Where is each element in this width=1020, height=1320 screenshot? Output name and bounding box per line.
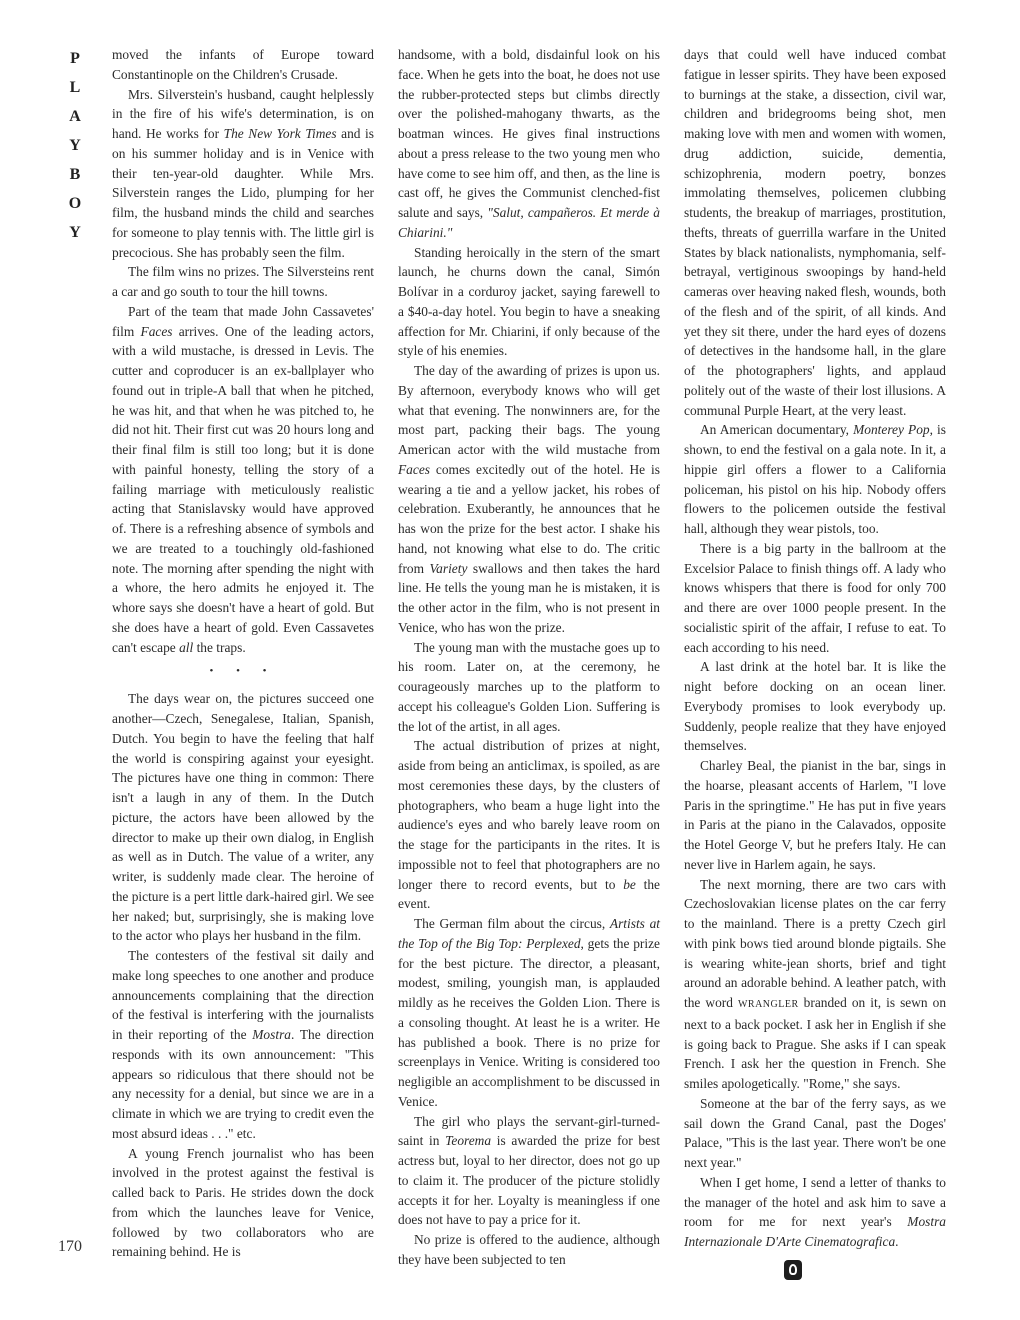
paragraph: The actual distribution of prizes at night, aside from being an anticlimax, is spoiled, as are most ceremonies these days, by the clusters of photographers, who beam a huge light into the audience's eyes and who barely leave room on the stage for the participants in the rites. It is impossible not to feel that photographers are no longer there to record events, but to be the event. <box>398 738 660 912</box>
playboy-rabbit-end-mark-icon <box>784 1260 802 1280</box>
paragraph: days that could well have induced combat fatigue in lesser spirits. They have been exposed to burnings at the stake, a dissection, civil war, children and bridegrooms being shot, men making love with men and women with women, drug addiction, suicide, dementia, schizophrenia, modern poetry, bonzes immolating themselves, policemen clubbing students, the breakup of marriages, prostitution, thefts, threats of guerrilla warfare in the United States by black nationalists, nymphomania, self-betrayal, vertiginous swoopings by hand-held cameras over heaving naked flesh, wounds, both of the flesh and of the spirit, of all kinds. And yet they sit there, under the hard eyes of dozens of detectives in the handsome hall, in the glare of the photographers' lights, and applaud politely out of the waste of their lost illusions. A communal Purple Heart, at the very least. <box>684 47 946 418</box>
paragraph: The young man with the mustache goes up to his room. Later on, at the ceremony, he courageously marches up to the platform to accept his colleague's Golden Lion. Suffering is the lot of the artist, in all ages. <box>398 639 660 734</box>
paragraph: The next morning, there are two cars with Czechoslovakian license plates on the car ferry to the mainland. There is a pretty Czech girl with pink bows tied around blonde pigtails. She is wearing white-jean shorts, brief and tight around an adorable behind. A leather patch, with the word WRANGLER branded on it, is sewn on next to a back pocket. I ask her in English if she is going back to Prague. She asks if I can speak French. I ask her the question in French. She smiles apologetically. "Rome," she says. <box>684 876 947 1091</box>
column-3 <box>684 45 946 1280</box>
running-head-letter: L <box>69 79 81 96</box>
column-1 <box>112 45 374 1262</box>
paragraph: The day of the awarding of prizes is upon us. By afternoon, everybody knows who will get what that evening. The nonwinners are, for the most part, packing their bags. The young American actor with the wild mustache from Faces comes excitedly out of the hotel. He is wearing a tie and a yellow jacket, his robes of celebration. Exuberantly, he announces that he has won the prize for the best actor. I shake his hand, not knowing what else to do. The critic from Variety swallows and then takes the hard line. He tells the young man he is mistaken, it is the other actor in the film, who is not present in Venice, who has won the prize. <box>398 363 660 635</box>
paragraph: There is a big party in the ballroom at the Excelsior Palace to finish things off. A lady who knows whispers that there is food for only 700 and there are over 1000 people present. In the socialistic spirit of the affair, I refuse to eat. To each according to his need. <box>684 540 946 655</box>
paragraph: The German film about the circus, Artists at the Top of the Big Top: Perplexed, gets the prize for the best picture. The director, a pleasant, modest, smiling, youngish man, is applauded mildly as he receives the Golden Lion. There is a consoling thought. At least he is a writer. He has published a book. There is no prize for screenplays in Venice. Writing is considered too negligible an accomplishment to be discussed in Venice. <box>398 916 660 1109</box>
running-head-letter: Y <box>69 137 81 154</box>
running-head <box>60 44 90 247</box>
paragraph: Standing heroically in the stern of the smart launch, he churns down the canal, Simón Bolívar in a corduroy jacket, saying farewell to a $40-a-day hotel. You begin to have a sneaking affection for Mr. Chiarini, if only because of the style of his enemies. <box>398 244 660 359</box>
paragraph: Someone at the bar of the ferry says, as we sail down the Grand Canal, past the Doges' Palace, "This is the last year. There won't be one next year." <box>684 1095 946 1170</box>
paragraph: The contesters of the festival sit daily and make long speeches to one another and produce announcements complaining that the direction of the festival is interfering with the journalists in their reporting of the Mostra. The direction responds with its own announcement: "This appears so ridiculous that there should not be any necessity for a denial, but since we are in a climate in which we are trying to credit even the most absurd ideas . . ." etc. <box>112 948 374 1141</box>
section-ornament: • • • <box>209 665 277 678</box>
paragraph: An American documentary, Monterey Pop, is shown, to end the festival on a gala note. In it, a hippie girl offers a flower to a California policeman, his pistol on his hip. Nobody offers flowers to the policemen outside the festival hall, although they wear pistols, too. <box>684 422 946 536</box>
paragraph: The girl who plays the servant-girl-turned-saint in Teorema is awarded the prize for best actress but, loyal to her director, does not go up to claim it. The producer of the picture stolidly accepts it for her. Loyalty is meaningless if one does not have to pay a price for it. <box>398 1113 660 1228</box>
paragraph: A last drink at the hotel bar. It is like the night before docking on an ocean liner. Everybody promises to look everybody up. Suddenly, people realize that they have enjoyed themselves. <box>684 659 946 754</box>
paragraph: Charley Beal, the pianist in the bar, sings in the hoarse, pleasant accents of Harlem, "I love Paris in the springtime." He has put in five years in Paris at the piano in the Calavados, opposite the Hotel George V, but he prefers Italy. He can never live in Harlem again, he says. <box>684 758 946 872</box>
paragraph: The film wins no prizes. The Silversteins rent a car and go south to tour the hill towns. <box>112 264 374 299</box>
paragraph: A young French journalist who has been involved in the protest against the festival is called back to Paris. He strides down the dock from which the launches leave for Venice, followed by two collaborators who are remaining behind. He is <box>112 1145 374 1260</box>
paragraph: Part of the team that made John Cassavetes' film Faces arrives. One of the leading actors, with a wild mustache, is dressed in Levis. The cutter and coproducer is an ex-ballplayer who found out in triple-A ball that when he pitched, he was hit, and that when he was pitched to, he did not hit. Their first cut was 20 hours long and their final film is still too long; but it is done with painful honesty, telling the story of a failing marriage with meticulously realistic acting that Stanislavsky would have approved of. There is a refreshing absence of symbols and we are treated to a touchingly old-fashioned note. The morning after spending the night with a whore, the hero admits he enjoyed it. The whore says she doesn't have a heart of gold. But she does have a heart of gold. Even Cassavetes can't escape all the traps. <box>112 303 374 655</box>
page-number: 170 <box>58 1238 82 1255</box>
running-head-letter: A <box>69 108 81 125</box>
paragraph: When I get home, I send a letter of thanks to the manager of the hotel and ask him to save a room for me for next year's Mostra Internazionale D'Arte Cinematografica. <box>684 1174 946 1249</box>
running-head-letter: Y <box>69 224 81 241</box>
paragraph: Mrs. Silverstein's husband, caught helplessly in the fire of his wife's determination, is on hand. He works for The New York Times and is on his summer holiday and is in Venice with their ten-year-old daughter. While Mrs. Silverstein ranges the Lido, plumping for her film, the husband minds the child and searches for someone to play tennis with. The little girl is precocious. She has probably seen the film. <box>112 86 374 260</box>
column-2 <box>398 45 660 1270</box>
running-head-letter: O <box>68 195 82 212</box>
running-head-letter: B <box>69 166 81 183</box>
paragraph: The days wear on, the pictures succeed one another—Czech, Senegalese, Italian, Spanish, Dutch. You begin to have the feeling that half the world is conspiring against your eyesight. The pictures have one thing in common: There isn't a laugh in any of them. In the Dutch picture, the actors have been allowed by the director to make up their own dialog, in English as well as in Dutch. The value of a writer, any writer, is suddenly made clear. The heroine of the picture is a pert little dark-haired girl. We see her naked; but, surprisingly, she is making love to the actor who plays her husband in the film. <box>112 691 374 944</box>
paragraph: moved the infants of Europe toward Constantinople on the Children's Crusade. <box>112 47 374 82</box>
paragraph: handsome, with a bold, disdainful look on his face. When he gets into the boat, he does not use the rubber-protected steps but climbs directly over the polished-mahogany thwarts, as the boatman winces. He gives final instructions about a press release to the two young men who have come to see him off, and then, as the line is cast off, he gives the Communist clenched-fist salute and says, "Salut, campañeros. Et merde à Chiarini." <box>398 47 660 240</box>
running-head-letter: P <box>70 50 80 67</box>
paragraph: No prize is offered to the audience, although they have been subjected to ten <box>398 1232 660 1267</box>
